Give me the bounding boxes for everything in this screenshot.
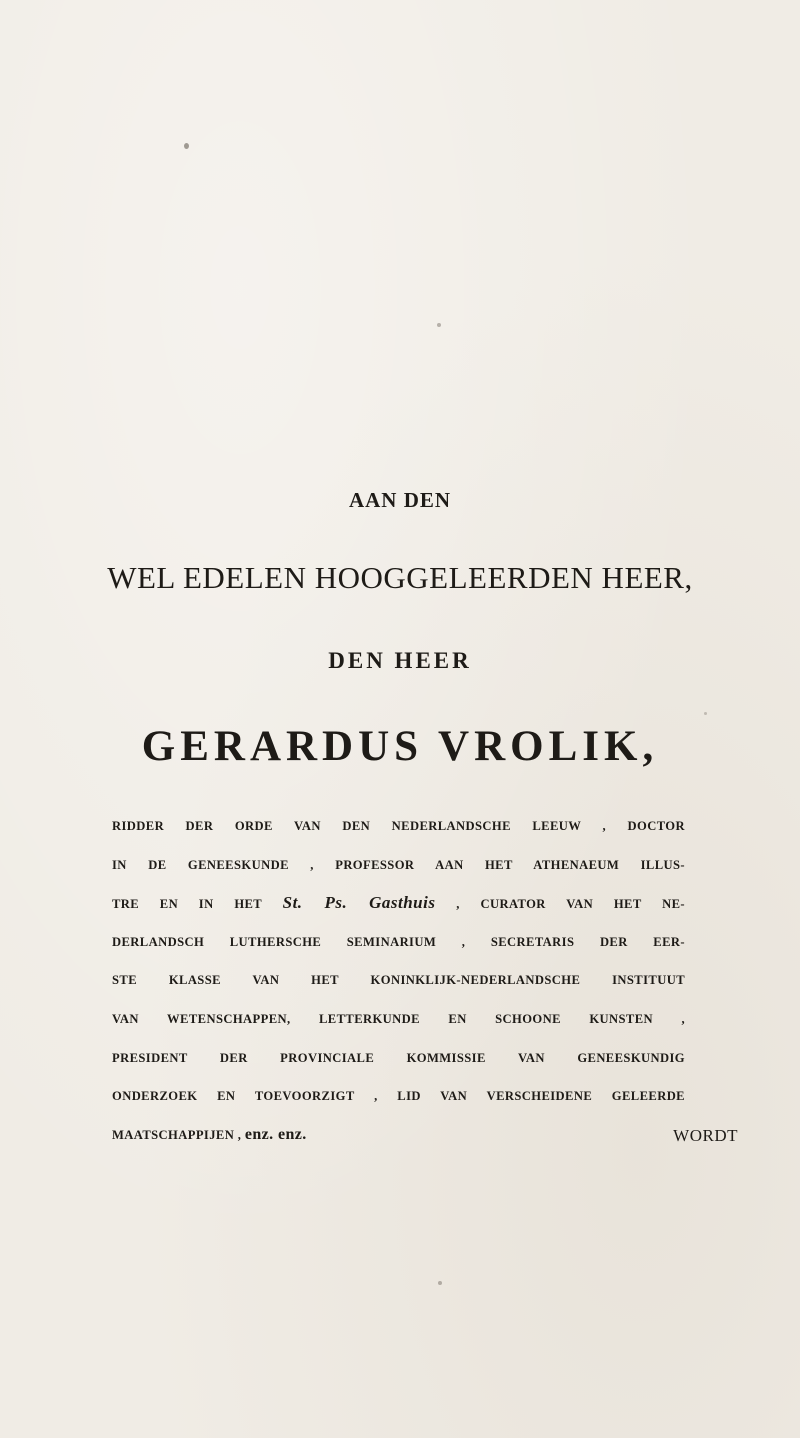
titles-line (112, 1127, 685, 1166)
titles-text: TRE EN IN HET (112, 897, 262, 912)
titles-line: PRESIDENT DER PROVINCIALE KOMMISSIE VAN GENEESKUNDIG (112, 1050, 685, 1065)
gasthuis-italic: St. Ps. Gasthuis (282, 893, 436, 913)
titles-line: STE KLASSE VAN HET KONINKLIJK-NEDERLANDSCHE INSTITUUT (112, 973, 685, 988)
dedication-salutation: WEL EDELEN HOOGGELEERDEN HEER, (107, 560, 693, 595)
catchword: WORDT (673, 1126, 738, 1145)
paper-speck (437, 323, 441, 327)
titles-line: IN DE GENEESKUNDE , PROFESSOR AAN HET ATHENAEUM ILLUS- (112, 857, 685, 872)
titles-line: RIDDER DER ORDE VAN DEN NEDERLANDSCHE LEEUW , DOCTOR (112, 819, 685, 833)
titles-line: ONDERZOEK EN TOEVOORZIGT , LID VAN VERSCHEIDENE GELEERDE (112, 1089, 685, 1104)
paper-speck (184, 143, 189, 149)
dedication-to: AAN DEN (348, 488, 452, 512)
paper-speck (438, 1281, 442, 1285)
titles-line (112, 895, 685, 934)
dedication-den-heer: DEN HEER (328, 648, 472, 673)
dedicatee-name: GERARDUS VROLIK, (141, 723, 659, 770)
titles-line: VAN WETENSCHAPPEN, LETTERKUNDE EN SCHOONE KUNSTEN , (112, 1011, 685, 1026)
titles-line: DERLANDSCH LUTHERSCHE SEMINARIUM , SECRETARIS DER EER- (112, 934, 685, 949)
titles-text: MAATSCHAPPIJEN , (112, 1127, 242, 1142)
titles-etc: enz. enz. (244, 1125, 307, 1143)
dedicatee-titles (112, 818, 685, 1165)
paper-speck (704, 712, 707, 715)
titles-text: , CURATOR VAN HET NE- (456, 897, 685, 912)
